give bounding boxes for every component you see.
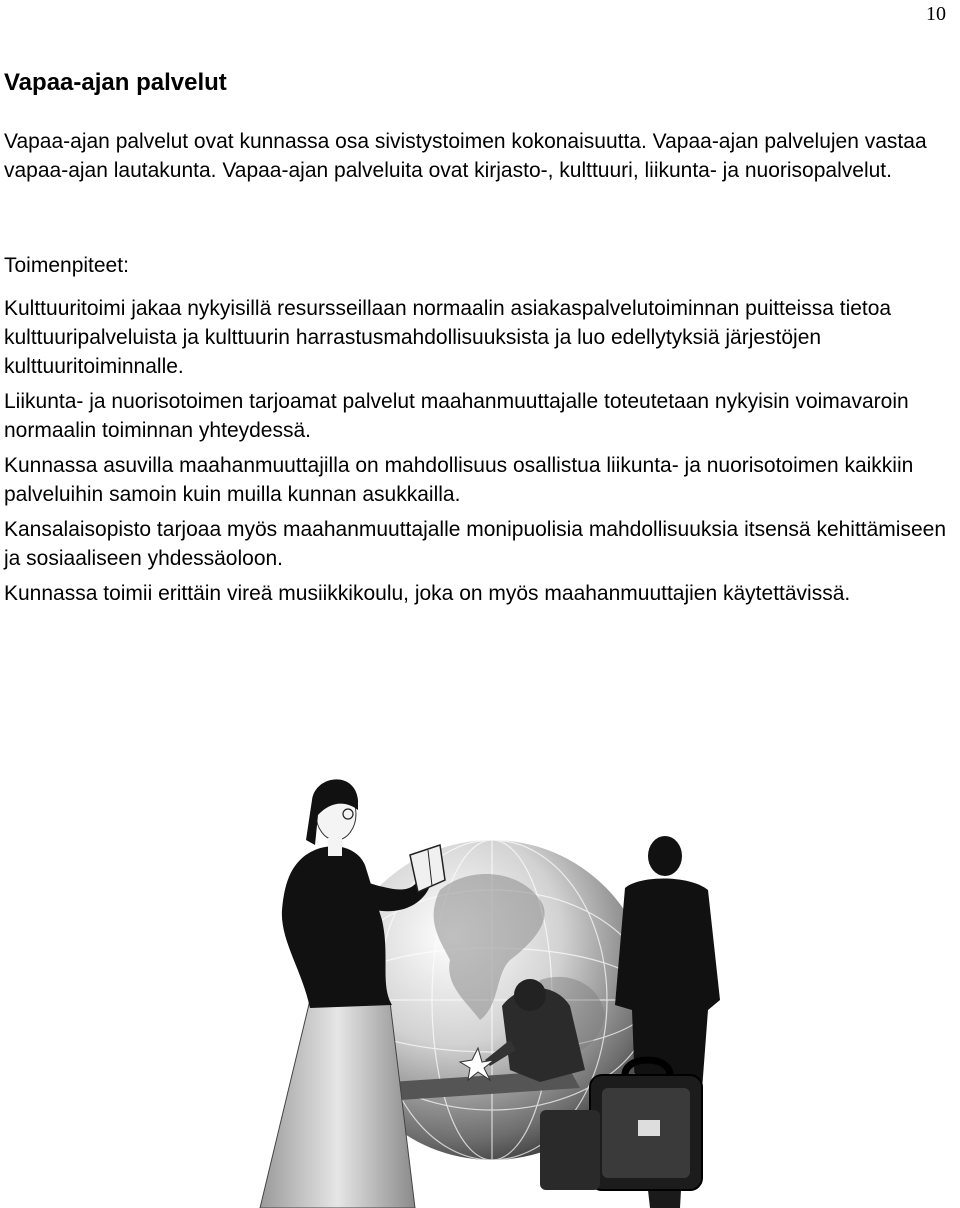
page-title: Vapaa-ajan palvelut bbox=[4, 69, 227, 96]
page-number: 10 bbox=[926, 3, 946, 25]
paragraph-residents: Kunnassa asuvilla maahanmuuttajilla on mahdollisuus osallistua liikunta- ja nuorisotoimen kaikkiin palveluihin samoin kuin muilla kunnan asukkailla. bbox=[4, 454, 914, 506]
measures-heading: Toimenpiteet: bbox=[4, 254, 129, 277]
paragraph-culture: Kulttuuritoimi jakaa nykyisillä resursseillaan normaalin asiakaspalvelutoiminnan puitteissa tietoa kulttuuripalveluista ja kulttuurin harrastusmahdollisuuksista ja luo edellytyksiä järjestöjen kulttuuritoiminnalle. bbox=[4, 297, 892, 378]
paragraph-adult-education: Kansalaisopisto tarjoaa myös maahanmuuttajalle monipuolisia mahdollisuuksia itsensä kehittämiseen ja sosiaaliseen yhdessäoloon. bbox=[4, 518, 947, 570]
intro-paragraph: Vapaa-ajan palvelut ovat kunnassa osa sivistystoimen kokonaisuutta. Vapaa-ajan palvelujen vastaa vapaa-ajan lautakunta. Vapaa-ajan palveluita ovat kirjasto-, kulttuuri, liikunta- ja nuorisopalvelut. bbox=[4, 130, 927, 182]
globe-people-illustration bbox=[240, 770, 740, 1208]
paragraph-music-school: Kunnassa toimii erittäin vireä musiikkikoulu, joka on myös maahanmuuttajien käytettävissä. bbox=[4, 582, 851, 605]
document-body bbox=[4, 66, 954, 614]
paragraph-sports-youth: Liikunta- ja nuorisotoimen tarjoamat palvelut maahanmuuttajalle toteutetaan nykyisin voimavaroin normaalin toiminnan yhteydessä. bbox=[4, 390, 909, 442]
